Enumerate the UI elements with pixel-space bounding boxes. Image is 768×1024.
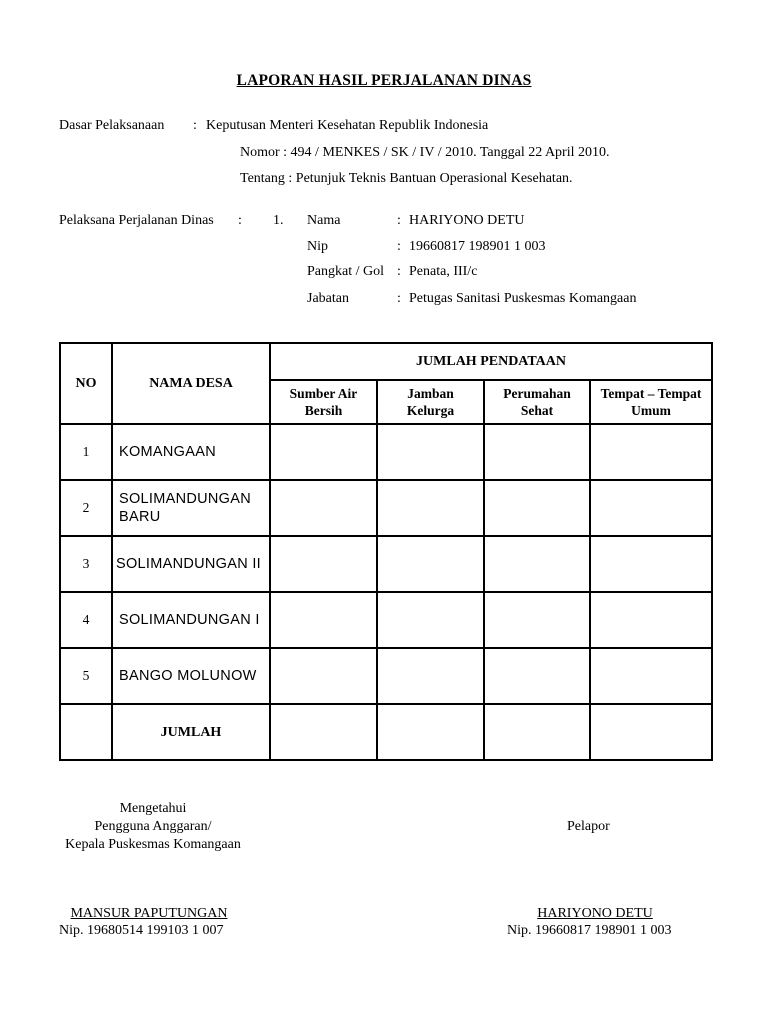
table-row	[60, 536, 712, 592]
row-desa: SOLIMANDUNGAN I	[112, 592, 270, 648]
cell-empty	[590, 480, 712, 536]
dasar-line-1: Keputusan Menteri Kesehatan Republik Indonesia	[206, 118, 489, 133]
cell-empty	[377, 480, 484, 536]
field-colon: :	[397, 239, 401, 254]
header-nama-desa: NAMA DESA	[112, 343, 270, 424]
row-no: 1	[60, 424, 112, 480]
header-no: NO	[60, 343, 112, 424]
cell-empty	[270, 424, 377, 480]
table-row	[60, 648, 712, 704]
table-row	[60, 592, 712, 648]
field-colon: :	[397, 213, 401, 228]
dasar-line-3: Tentang : Petunjuk Teknis Bantuan Operasional Kesehatan.	[240, 171, 573, 186]
subheader-perumahan: Perumahan Sehat	[484, 380, 590, 424]
field-label-jabatan: Jabatan	[307, 291, 349, 306]
row-desa: KOMANGAAN	[112, 424, 270, 480]
row-no: 5	[60, 648, 112, 704]
row-desa: BANGO MOLUNOW	[112, 648, 270, 704]
row-desa: SOLIMANDUNGAN II	[112, 536, 270, 592]
subheader-sumber-air: Sumber Air Bersih	[270, 380, 377, 424]
sig-left-line3: Kepala Puskesmas Komangaan	[65, 837, 241, 852]
sig-right-nip: Nip. 19660817 198901 1 003	[507, 923, 672, 938]
field-colon: :	[397, 291, 401, 306]
sig-right-name: HARIYONO DETU	[537, 906, 653, 921]
table-row	[60, 424, 712, 480]
total-row	[60, 704, 712, 760]
cell-empty	[377, 704, 484, 760]
subheader-tempat-umum: Tempat – Tempat Umum	[590, 380, 712, 424]
cell-empty	[590, 648, 712, 704]
cell-empty	[270, 536, 377, 592]
header-jumlah-pendataan: JUMLAH PENDATAAN	[270, 343, 712, 380]
cell-empty	[377, 424, 484, 480]
pelaksana-label: Pelaksana Perjalanan Dinas	[59, 213, 214, 228]
cell-empty	[270, 592, 377, 648]
pelaksana-number: 1.	[273, 213, 284, 228]
cell-empty	[60, 704, 112, 760]
sig-right-role: Pelapor	[567, 819, 610, 834]
field-label-nama: Nama	[307, 213, 341, 228]
cell-empty	[484, 592, 590, 648]
cell-empty	[484, 536, 590, 592]
field-value-pangkat: Penata, III/c	[409, 264, 478, 279]
sig-left-line2: Pengguna Anggaran/	[94, 819, 212, 834]
table-row	[60, 480, 712, 536]
cell-empty	[270, 480, 377, 536]
cell-empty	[590, 704, 712, 760]
field-value-jabatan: Petugas Sanitasi Puskesmas Komangaan	[409, 291, 637, 306]
row-desa: SOLIMANDUNGAN BARU	[112, 480, 270, 536]
cell-empty	[377, 536, 484, 592]
cell-empty	[484, 648, 590, 704]
sig-left-name: MANSUR PAPUTUNGAN	[70, 906, 228, 921]
document-title: LAPORAN HASIL PERJALANAN DINAS	[236, 72, 532, 89]
cell-empty	[377, 592, 484, 648]
row-no: 3	[60, 536, 112, 592]
field-label-pangkat: Pangkat / Gol	[307, 264, 384, 279]
cell-empty	[484, 424, 590, 480]
dasar-label: Dasar Pelaksanaan	[59, 118, 165, 133]
cell-empty	[270, 704, 377, 760]
pelaksana-colon: :	[238, 213, 242, 228]
cell-empty	[590, 424, 712, 480]
cell-empty	[270, 648, 377, 704]
row-no: 2	[60, 480, 112, 536]
cell-empty	[590, 536, 712, 592]
cell-empty	[590, 592, 712, 648]
subheader-jamban: Jamban Kelurga	[377, 380, 484, 424]
cell-empty	[377, 648, 484, 704]
field-label-nip: Nip	[307, 239, 328, 254]
field-value-nip: 19660817 198901 1 003	[409, 239, 546, 254]
row-no: 4	[60, 592, 112, 648]
total-label: JUMLAH	[112, 704, 270, 760]
sig-left-nip: Nip. 19680514 199103 1 007	[59, 923, 224, 938]
cell-empty	[484, 480, 590, 536]
pendataan-table	[59, 342, 713, 761]
dasar-colon: :	[193, 118, 197, 133]
dasar-line-2: Nomor : 494 / MENKES / SK / IV / 2010. Tanggal 22 April 2010.	[240, 145, 610, 160]
field-value-nama: HARIYONO DETU	[409, 213, 525, 228]
cell-empty	[484, 704, 590, 760]
field-colon: :	[397, 264, 401, 279]
sig-left-line1: Mengetahui	[119, 801, 187, 816]
